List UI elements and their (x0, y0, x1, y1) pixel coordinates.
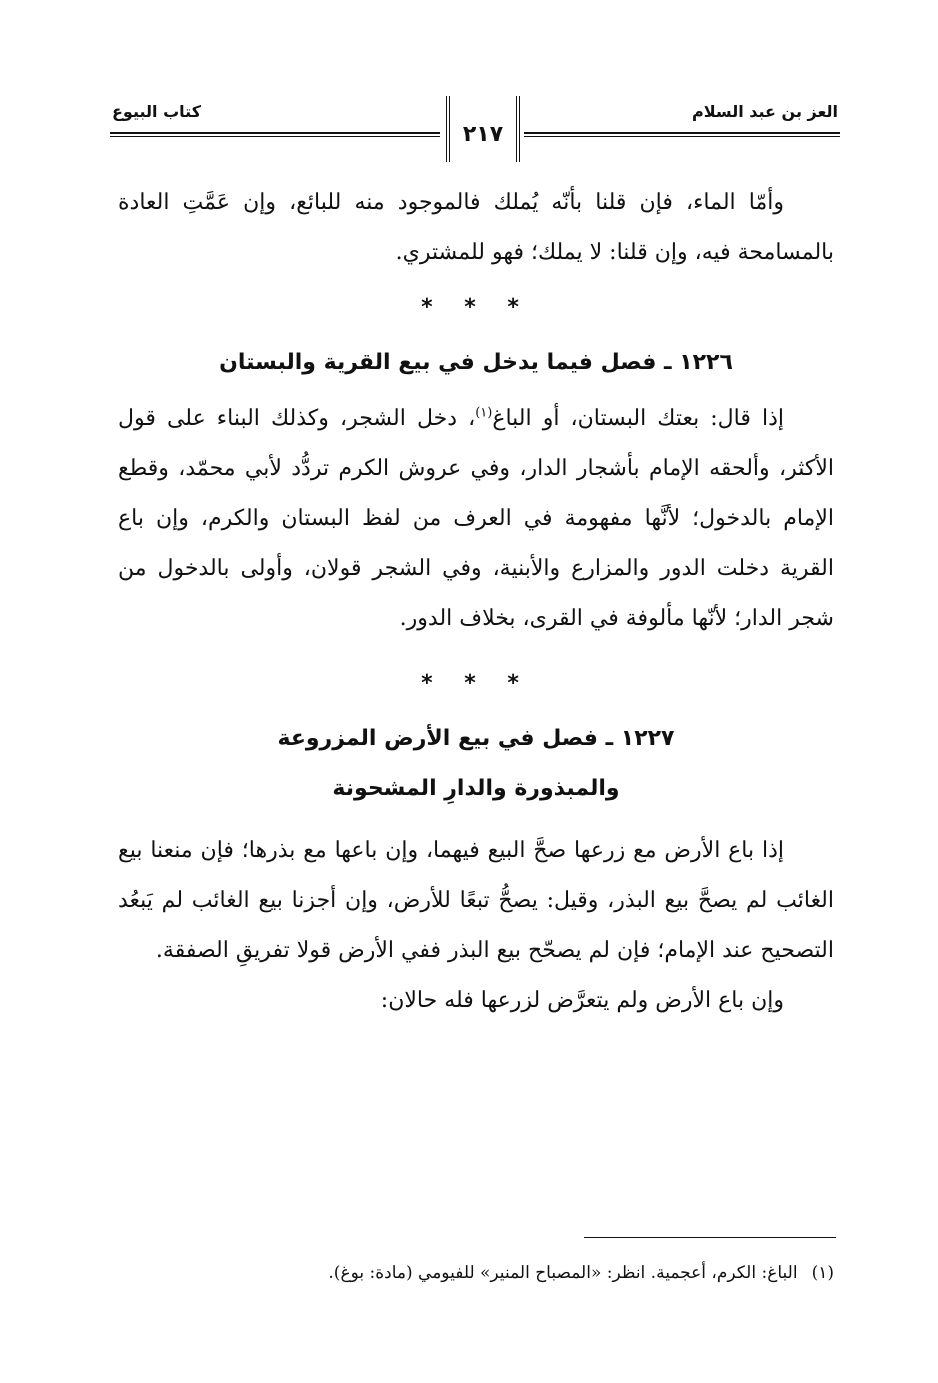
header-rule-left (110, 132, 440, 134)
page-number: ٢١٧ (462, 122, 504, 147)
page-number-frame (446, 96, 520, 162)
footnote (118, 1258, 834, 1288)
section-heading-1226: ١٢٢٦ ـ فصل فيما يدخل في بيع القرية والبستان (219, 350, 733, 375)
paragraph-garden-rest: ، دخل الشجر، وكذلك البناء على قول الأكثر، وألحقه الإمام بأشجار الدار، وفي عروش الكرم تردُّد لأبي محمّد، وقطع الإمام بالدخول؛ لأنَّها مفهومة في العرف من لفظ البستان والكرم، وإن باع القرية دخلت الدور والمزارع والأبنية، وفي الشجر قولان، وأولى بالدخول من شجر الدار؛ لأنّها مألوفة في القرى، بخلاف الدور. (118, 406, 834, 631)
footnote-reference: (١) (475, 405, 493, 421)
paragraph-land: إذا باع الأرض مع زرعها صحَّ البيع فيهما، وإن باعها مع بذرها؛ فإن منعنا بيع الغائب لم يصحَّ بيع البذر، وقيل: يصحُّ تبعًا للأرض، وإن أجزنا بيع الغائب لم يَبعُد التصحيح عند الإمام؛ فإن لم يصحّح بيع البذر ففي الأرض قولا تفريقِ الصفقة. (118, 838, 834, 963)
paragraph-garden-start: إذا قال: بعتك البستان، أو الباغ (492, 406, 784, 431)
header-rule-right-thin (524, 136, 840, 137)
paragraph-water: وأمّا الماء، فإن قلنا بأنّه يُملك فالموجود منه للبائع، وإن عَمَّتِ العادة بالمسامحة فيه، وإن قلنا: لا يملك؛ فهو للمشتري. (118, 190, 834, 265)
header-rule-right (524, 132, 840, 134)
footnote-text: الباغ: الكرم، أعجمية. انظر: «المصباح المنير» للفيومي (مادة: بوغ). (328, 1263, 798, 1283)
main-text (118, 178, 834, 1026)
section-separator: * * * (421, 295, 531, 320)
footnote-mark: (١) (811, 1263, 834, 1283)
section-heading-1227-line1: ١٢٢٧ ـ فصل في بيع الأرض المزروعة (277, 726, 675, 751)
page-header (110, 96, 840, 166)
header-rule-left-thin (110, 136, 440, 137)
running-title-book: كتاب البيوع (112, 102, 202, 121)
footnote-rule (584, 1237, 836, 1238)
section-heading-1227-line2: والمبذورة والدارِ المشحونة (332, 776, 620, 801)
paragraph-garden (118, 394, 834, 644)
section-separator: * * * (421, 671, 531, 696)
paragraph-land-cases: وإن باع الأرض ولم يتعرَّض لزرعها فله حالان: (380, 988, 784, 1013)
running-title-author: العز بن عبد السلام (692, 102, 838, 121)
